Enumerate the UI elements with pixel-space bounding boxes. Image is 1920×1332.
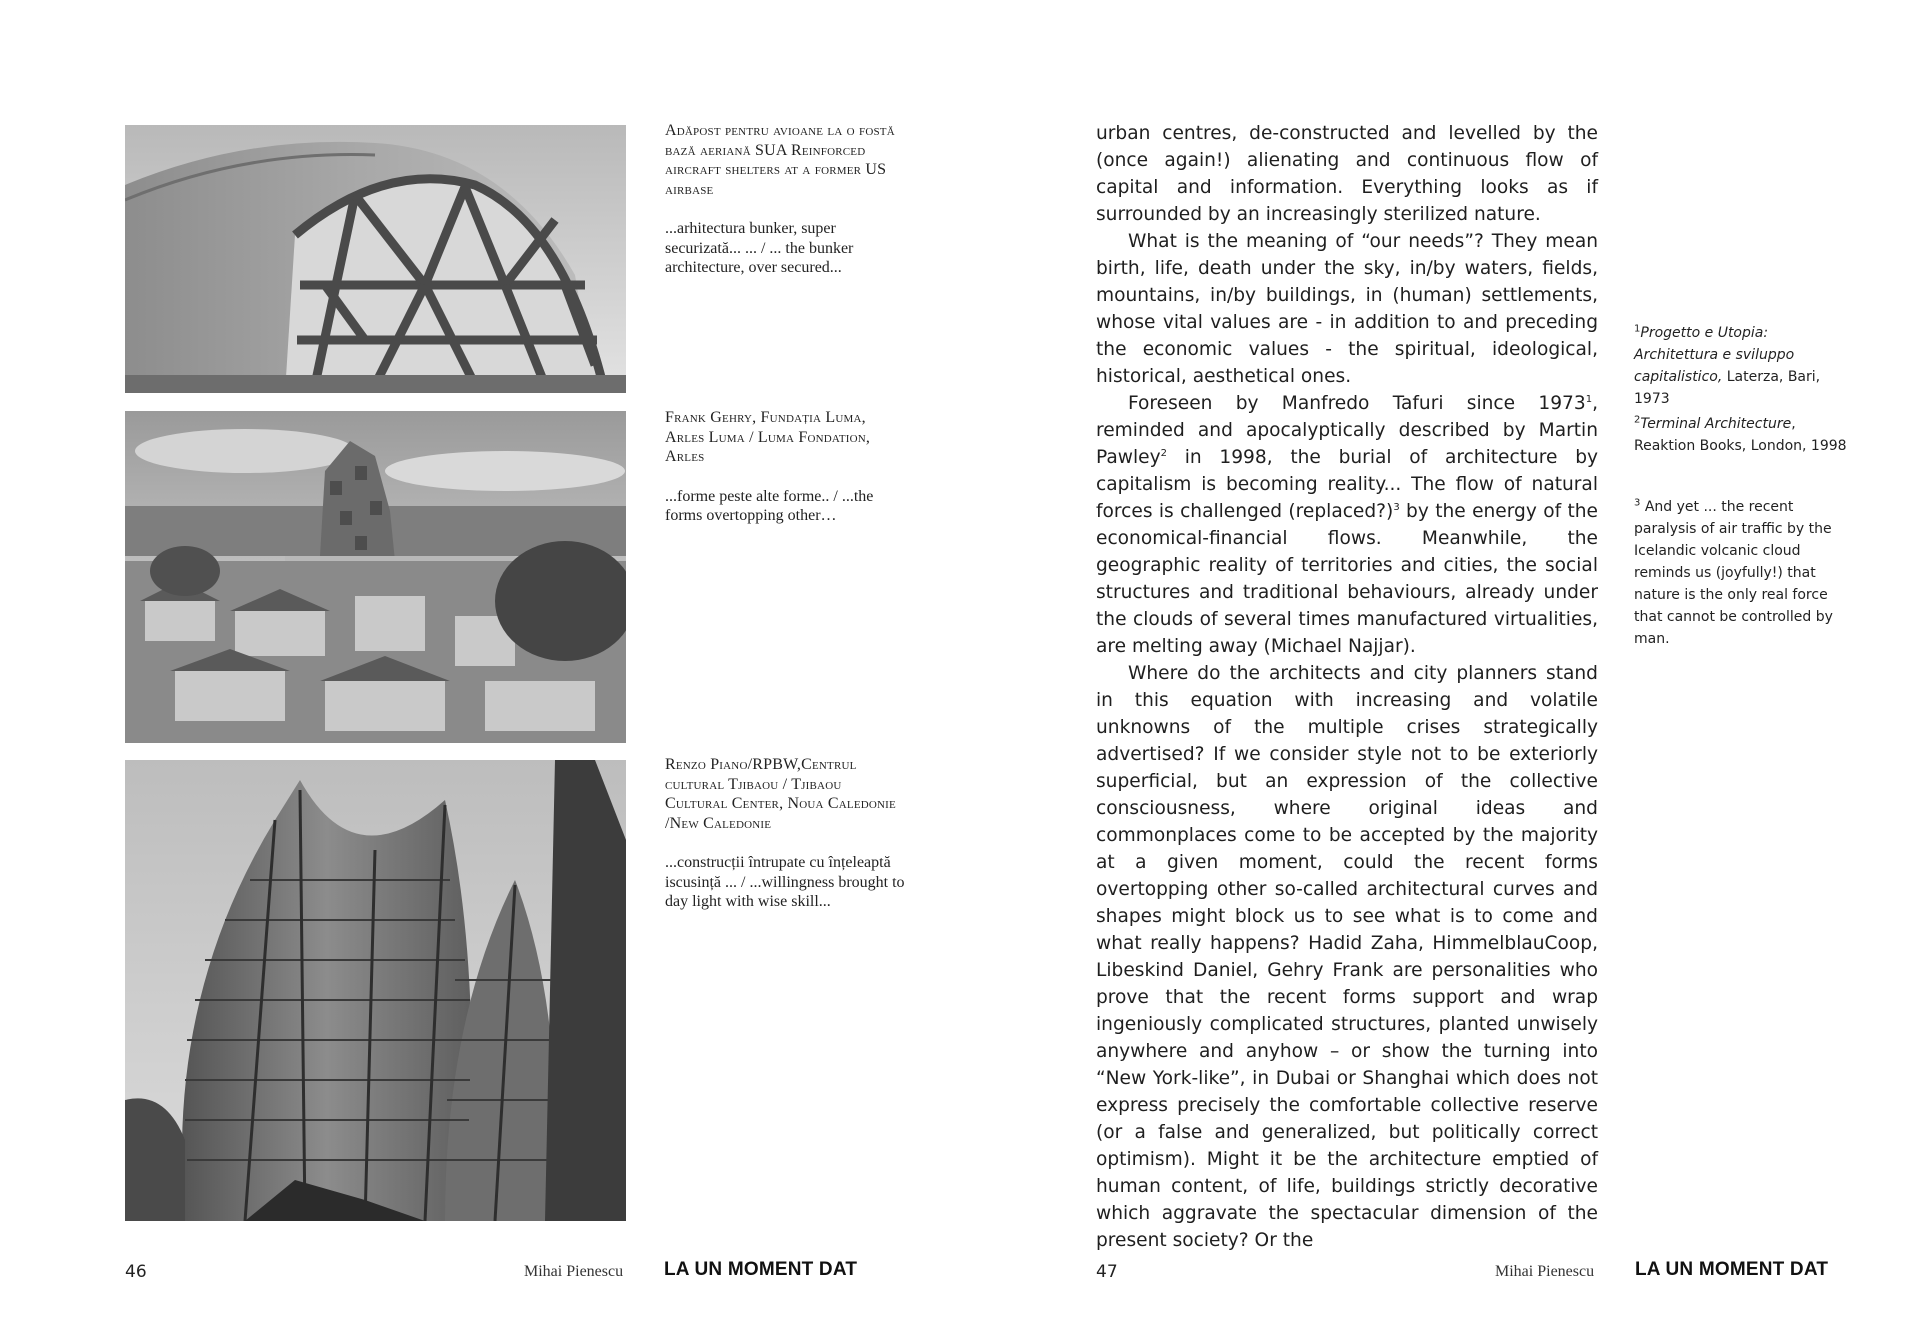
photo-aircraft-shelter [125,125,626,393]
paragraph [1096,228,1598,390]
caption-luma-arles [665,408,905,526]
paragraph-text: Where do the architects and city planners stand in this equation with increasing and volatile unknowns of the multiple crises strategically advertised? If we consider style not to be exteriorly superficial, but an expression of the collective consciousness, where original ideas and commonplaces come to be accepted by the majority at a given moment, could the recent forms overtopping other so-called architectural curves and shapes might block us to see what is to come and what really happens? Hadid Zaha, HimmelblauCoop, Libeskind Daniel, Gehry Frank are personalities who prove that the recent forms support and wrap ingeniously complicated structures, planted unwisely anywhere and anyhow – or show the turning into “New York-like”, in Dubai or Shanghai which does not express precisely the comfortable collective reserve (or a false and generalized, but politically correct optimism). Might it be the architecture emptied of human content, of life, buildings strictly decorative which aggravate the spectacular dimension of the present society? Or the [1096,663,1598,1251]
footnote-ref: 1 [1585,393,1593,405]
running-book-title: LA UN MOMENT DAT [1635,1259,1829,1280]
caption-body: ...forme peste alte forme.. / ...the forms overtopping other… [665,487,874,524]
paragraph-text: urban centres, de-constructed and levelled by the (once again!) alienating and continuous flow of capital and information. Everything looks as if surrounded by an increasingly sterilized nature. [1096,123,1598,225]
footnote-title: Progetto e Utopia: Architettura e sviluppo capitalistico, [1634,325,1795,385]
paragraph [1096,120,1598,228]
photo-luma-arles [125,411,626,743]
caption-title: Adăpost pentru avioane la o fostă bază aeriană SUA Reinforced aircraft shelters at a former US airbase [665,122,895,198]
running-book-title: LA UN MOMENT DAT [664,1259,858,1280]
page-number: 47 [1096,1262,1118,1282]
footnote-title: Terminal Architecture [1640,416,1792,432]
body-text [1096,120,1598,1254]
footnote-ref: 2 [1160,447,1167,459]
footnote-number: 1 [1634,323,1641,335]
page-number: 46 [125,1262,147,1282]
footnote [1634,413,1854,457]
side-notes [1634,322,1854,460]
paragraph-text: Foreseen by Manfredo Tafuri since 1973 [1128,393,1586,414]
paragraph-text: in 1998, the burial of architecture by capitalism is becoming reality... The flow of natural forces is challenged (replaced?) [1096,447,1598,522]
paragraph [1096,390,1598,660]
running-author: Mihai Pienescu [524,1263,624,1280]
footnote-number: 2 [1634,414,1641,426]
paragraph [1096,660,1598,1254]
footnote-text: , Reaktion Books, London, 1998 [1634,416,1847,454]
caption-title: Renzo Piano/RPBW,Centrul cultural Tjibaou / Tjibaou Cultural Center, Noua Caledonie /New Caledonie [665,756,896,832]
paragraph-text: by the energy of the economical-financial flows. Meanwhile, the geographic reality of territories and cities, the social structures and traditional behaviours, already under the clouds of several times manufactured virtualities, are melting away (Michael Najjar). [1096,501,1598,657]
caption-body: ...arhitectura bunker, super securizată... ... / ... the bunker architecture, over secured... [665,220,854,276]
footnote-text: And yet ... the recent paralysis of air traffic by the Icelandic volcanic cloud reminds us (joyfully!) that nature is the only real force that cannot be controlled by man. [1634,499,1833,647]
paragraph-text: , reminded and apocalyptically described by Martin Pawley [1096,393,1598,468]
caption-title: Frank Gehry, Fundația Luma, Arles Luma / Luma Fondation, Arles [665,409,871,465]
footnote-number: 3 [1634,497,1641,509]
footnote [1634,496,1854,650]
running-author: Mihai Pienescu [1495,1263,1595,1280]
photo-tjibaou-center [125,760,626,1221]
footnote-ref: 3 [1393,501,1400,513]
caption-body: ...construcții întrupate cu înțeleaptă iscusință ... / ...willingness brought to day light with wise skill... [665,854,905,910]
side-note [1634,496,1854,653]
caption-tjibaou-center [665,755,905,912]
caption-aircraft-shelter [665,121,905,278]
paragraph-text: What is the meaning of “our needs”? They mean birth, life, death under the sky, in/by waters, fields, mountains, in/by buildings, in (human) settlements, whose vital values are - in addition to and preceding the economic values - the spiritual, ideological, historical, aesthetical ones. [1096,231,1598,387]
footnote [1634,322,1854,410]
footnote-text: Laterza, Bari, 1973 [1634,369,1821,407]
right-page [960,0,1920,1332]
